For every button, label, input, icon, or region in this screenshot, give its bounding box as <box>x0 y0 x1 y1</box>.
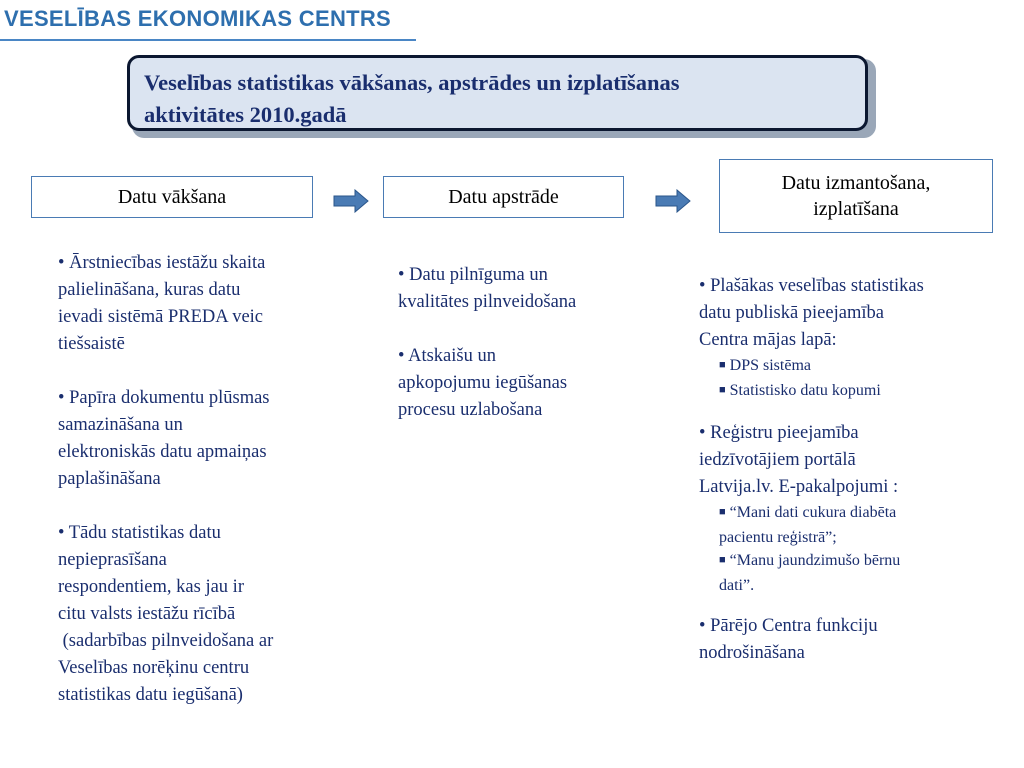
processing-item-2 <box>398 343 638 424</box>
text-line: ievadi sistēmā PREDA veic <box>58 307 264 327</box>
text-line: • Reģistru pieejamība <box>699 423 859 443</box>
text-line: paplašināšana <box>58 469 161 489</box>
text-line: iedzīvotājiem portālā <box>699 450 856 470</box>
subitem-text: pacientu reģistrā”; <box>719 529 837 546</box>
stage-collection-label: Datu vākšana <box>117 186 227 208</box>
header-divider <box>0 39 416 41</box>
text-line: elektroniskās datu apmaiņas <box>58 442 267 462</box>
stage-usage-label-1: Datu izmantošana, <box>781 172 931 194</box>
usage-subitem <box>719 574 1004 597</box>
text-line: statistikas datu iegūšanā) <box>58 685 243 705</box>
usage-subitem <box>719 501 1004 526</box>
usage-item-1 <box>699 273 1004 404</box>
collection-item-1 <box>58 250 333 358</box>
title-line-1: Veselības statistikas vākšanas, apstrādes un izplatīšanas <box>144 70 680 95</box>
text-line: nepieprasīšana <box>58 550 167 570</box>
title-line-2: aktivitātes 2010.gadā <box>144 102 347 127</box>
subitem-text: dati”. <box>719 577 755 594</box>
text-line: tiešsaistē <box>58 334 125 354</box>
text-line: • Papīra dokumentu plūsmas <box>58 388 270 408</box>
subitem-text: Statistisko datu kopumi <box>729 382 881 399</box>
stage-collection-box <box>31 176 313 218</box>
processing-column <box>398 262 638 424</box>
text-line: • Atskaišu un <box>398 346 496 366</box>
collection-item-2 <box>58 385 333 493</box>
usage-subitem <box>719 354 1004 379</box>
usage-subitem <box>719 526 1004 549</box>
square-bullet-icon: ■ <box>719 506 726 518</box>
text-line: palielināšana, kuras datu <box>58 280 241 300</box>
usage-column <box>699 273 1004 667</box>
processing-item-1 <box>398 262 638 316</box>
usage-subitem <box>719 379 1004 404</box>
subitem-text: DPS sistēma <box>729 357 811 374</box>
text-line: samazināšana un <box>58 415 183 435</box>
text-line: Latvija.lv. E-pakalpojumi : <box>699 477 899 497</box>
text-line: respondentiem, kas jau ir <box>58 577 244 597</box>
text-line: • Tādu statistikas datu <box>58 523 221 543</box>
text-line: citu valsts iestāžu rīcībā <box>58 604 236 624</box>
usage-item-3 <box>699 613 1004 667</box>
text-line: • Pārējo Centra funkciju <box>699 616 878 636</box>
square-bullet-icon: ■ <box>719 359 726 371</box>
page-title <box>127 55 868 131</box>
subitem-text: “Manu jaundzimušo bērnu <box>729 552 901 569</box>
collection-item-3 <box>58 520 333 709</box>
text-line: nodrošināšana <box>699 643 805 663</box>
text-line: kvalitātes pilnveidošana <box>398 292 577 312</box>
usage-item-2 <box>699 420 1004 597</box>
stage-usage-label-2: izplatīšana <box>813 198 899 220</box>
text-line: Veselības norēķinu centru <box>58 658 250 678</box>
arrow-right-icon <box>333 189 369 213</box>
square-bullet-icon: ■ <box>719 384 726 396</box>
text-line: apkopojumu iegūšanas <box>398 373 568 393</box>
text-line: datu publiskā pieejamība <box>699 303 884 323</box>
subitem-text: “Mani dati cukura diabēta <box>729 504 897 521</box>
stage-usage-box <box>719 159 993 233</box>
stage-processing-box <box>383 176 624 218</box>
text-line: • Datu pilnīguma un <box>398 265 548 285</box>
usage-subitem <box>719 549 1004 574</box>
text-line: (sadarbības pilnveidošana ar <box>58 631 274 651</box>
text-line: procesu uzlabošana <box>398 400 543 420</box>
text-line: • Plašākas veselības statistikas <box>699 276 924 296</box>
logo-text: VESELĪBAS EKONOMIKAS CENTRS <box>4 6 392 31</box>
text-line: Centra mājas lapā: <box>699 330 837 350</box>
stage-processing-label: Datu apstrāde <box>448 186 559 208</box>
collection-column <box>58 250 333 709</box>
square-bullet-icon: ■ <box>719 554 726 566</box>
arrow-right-icon <box>655 189 691 213</box>
text-line: • Ārstniecības iestāžu skaita <box>58 253 266 273</box>
